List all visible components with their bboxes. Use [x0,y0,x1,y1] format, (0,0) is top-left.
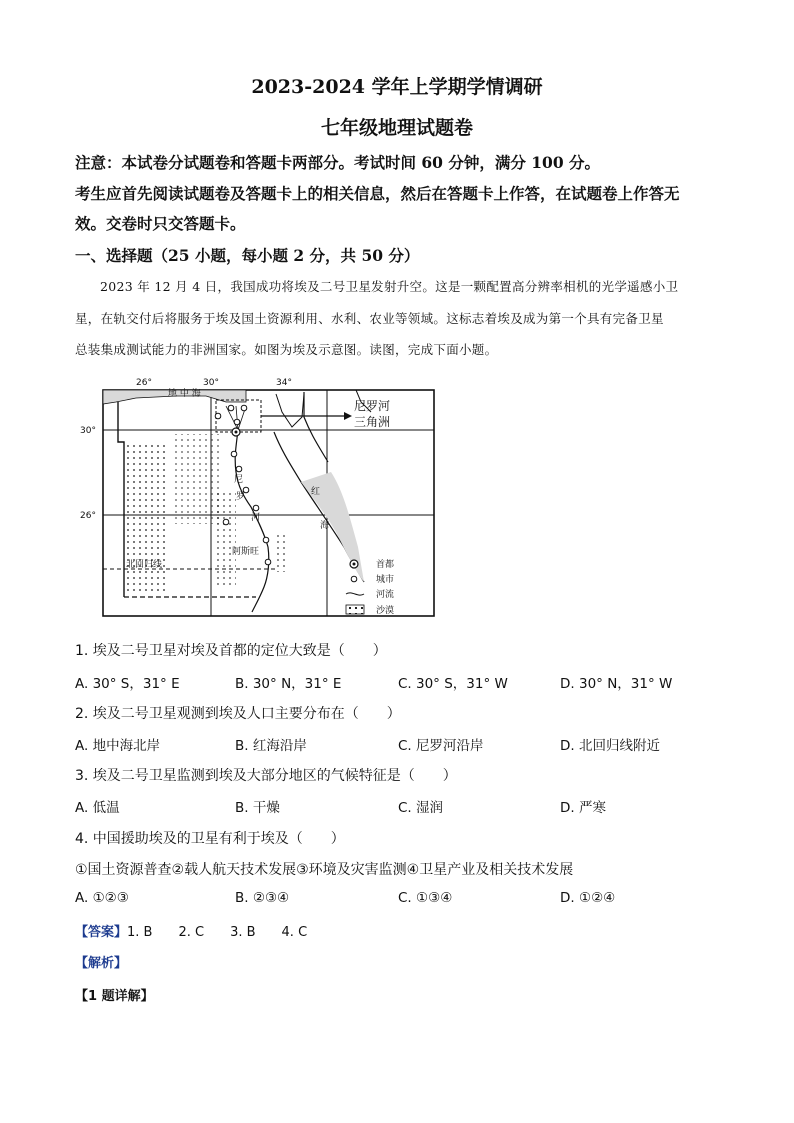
legend-desert: 沙漠 [376,606,395,616]
nile-label-3: 河 [251,513,261,523]
sea-label: 地 中 海 [168,389,201,399]
question-4-stem: 4. 中国援助埃及的卫星有利于埃及（ ） [75,831,345,847]
nile-label-1: 尼 [234,475,244,485]
question-3-option-b: B. 干燥 [235,800,280,816]
answer-values: 1. B 2. C 3. B 4. C [127,925,308,940]
question-1-option-b: B. 30° N，31° E [235,676,342,692]
question-2-stem: 2. 埃及二号卫星观测到埃及人口主要分布在（ ） [75,706,401,722]
question-3-option-d: D. 严寒 [560,800,606,816]
red-sea-label-2: 海 [320,521,330,531]
capital-cairo-marker [232,428,240,436]
question-3-option-c: C. 湿润 [398,800,444,816]
question-2-option-d: D. 北回归线附近 [560,738,660,754]
analysis-detail: 【1 题详解】 [75,989,154,1004]
question-4-option-b: B. ②③④ [235,890,290,906]
lat-label-26: 26° [80,511,96,521]
question-4-option-d: D. ①②④ [560,890,616,906]
question-2-option-a: A. 地中海北岸 [75,738,161,754]
answer-label: 【答案】 [75,925,128,940]
page-subtitle: 七年级地理试题卷 [320,117,473,139]
delta-label-2: 三角洲 [354,415,391,429]
question-1-option-d: D. 30° N，31° W [560,676,673,692]
page-title: 2023-2024 学年上学期学情调研 [251,76,543,98]
west-border [118,402,124,597]
question-2-option-c: C. 尼罗河沿岸 [398,738,484,754]
legend-river: 河流 [376,590,395,600]
question-1-option-c: C. 30° S，31° W [398,676,508,692]
legend-city: 城市 [376,575,395,585]
section-heading: 一、选择题（25 小题，每小题 2 分，共 50 分） [75,246,420,265]
lat-label-30: 30° [80,426,96,436]
question-4-option-a: A. ①②③ [75,890,129,906]
passage-line-1: 2023 年 12 月 4 日，我国成功将埃及二号卫星发射升空。这是一颗配置高分辨率相机的光学遥感小卫 [100,279,679,294]
tropic-label: 北回归线 [126,560,163,570]
legend-capital: 首都 [376,560,395,570]
question-1-stem: 1. 埃及二号卫星对埃及首都的定位大致是（ ） [75,643,387,659]
passage-line-2: 星，在轨交付后将服务于埃及国土资源利用、水利、农业等领域。这标志着埃及成为第一个具有完备卫星 [75,311,664,326]
question-4-sub: ①国土资源普查②载人航天技术发展③环境及灾害监测④卫星产业及相关技术发展 [75,862,574,878]
analysis-label: 【解析】 [75,956,128,971]
egypt-map [80,372,446,622]
notice-line-2: 考生应首先阅读试题卷及答题卡上的相关信息，然后在答题卡上作答，在试题卷上作答无 [75,184,680,203]
question-1-option-a: A. 30° S，31° E [75,676,180,692]
question-3-option-a: A. 低温 [75,800,120,816]
desert-2 [174,434,219,524]
passage-line-3: 总装集成测试能力的非洲国家。如图为埃及示意图。读图，完成下面小题。 [75,342,498,357]
question-3-stem: 3. 埃及二号卫星监测到埃及大部分地区的气候特征是（ ） [75,768,457,784]
red-sea-label-1: 红 [311,487,321,497]
delta-box [216,400,261,432]
question-2-option-b: B. 红海沿岸 [235,738,307,754]
notice-line-3: 效。交卷时只交答题卡。 [75,214,246,233]
aswan-label: 阿斯旺 [232,547,260,557]
desert-4 [276,532,288,572]
delta-label-1: 尼罗河 [354,399,391,413]
answer-row [75,921,307,940]
question-4-option-c: C. ①③④ [398,890,453,906]
nile-label-2: 罗 [236,492,246,502]
map-legend [346,558,394,616]
lon-label-30: 30° [203,378,219,388]
lon-label-34: 34° [276,378,292,388]
notice-line-1: 注意：本试卷分试题卷和答题卡两部分。考试时间 60 分钟，满分 100 分。 [75,153,601,172]
lon-label-26: 26° [136,378,152,388]
desert-3 [216,492,236,587]
